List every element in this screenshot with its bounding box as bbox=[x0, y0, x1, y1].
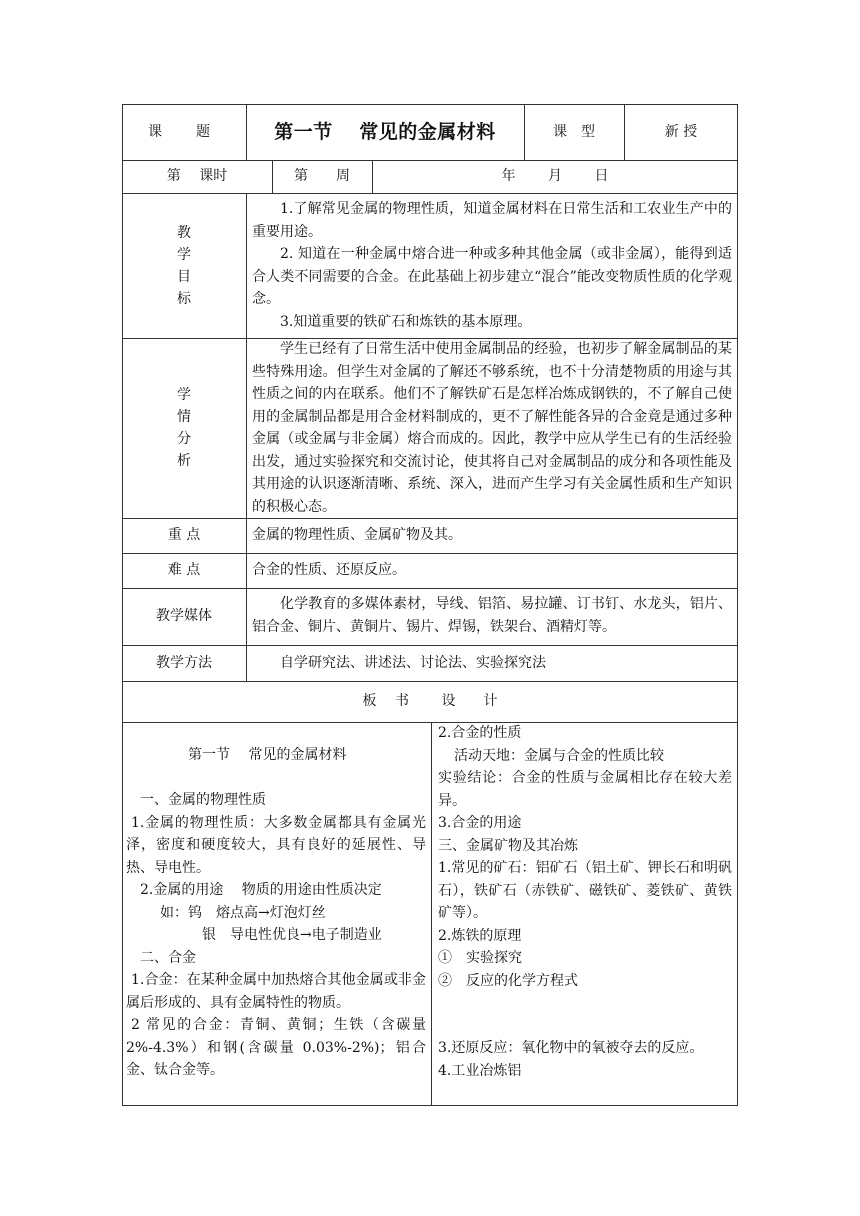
goals-label bbox=[122, 193, 246, 338]
method-text: 自学研究法、讲述法、讨论法、实验探究法 bbox=[280, 654, 546, 671]
goal-item: 2. 知道在一种金属中熔合进一种或多种其他金属（或非金属），能得到适合人类不同需要的合金。在此基础上初步建立“混合”能改变物质性质的化学观念。 bbox=[252, 246, 732, 307]
analysis-text: 学生已经有了日常生活中使用金属制品的经验，也初步了解金属制品的某些特殊用途。但学生对金属的了解还不够系统，也不十分清楚物质的用途与其性质之间的内在联系。他们不了解铁矿石是怎样冶炼成钢铁的，不了解自己使用的金属制品都是用合金材料制成的，更不了解性能各异的合金竟是通过多种金属（或金属与非金属）熔合而成的。因此，教学中应从学生已有的生活经验出发，通过实验探究和交流讨论，使其将自己对金属制品的成分和各项性能及其用途的认识逐渐清晰、系统、深入，进而产生学习有关金属性质和生产知识的积极心态。 bbox=[252, 341, 732, 515]
board-item: 1.合金：在某种金属中加热熔合其他金属或非金属后形成的、具有金属特性的物质。 bbox=[126, 972, 426, 1011]
board-item: 2.金属的用途 物质的用途由性质决定 bbox=[140, 882, 382, 898]
board-item: 3.还原反应：氧化物中的氧被夺去的反应。 bbox=[438, 1040, 704, 1056]
board-item: 2.炼铁的原理 bbox=[438, 927, 522, 944]
board-section: 三、金属矿物及其冶炼 bbox=[438, 837, 578, 854]
board-item: ① 实验探究 bbox=[438, 950, 522, 966]
board-item: ② 反应的化学方程式 bbox=[438, 972, 578, 989]
analysis-label-char: 学 bbox=[177, 387, 191, 403]
lesson-title: 第一节 常见的金属材料 bbox=[274, 120, 496, 143]
difficulty-text: 合金的性质、还原反应。 bbox=[252, 562, 406, 579]
board-heading: 第一节 常见的金属材料 bbox=[188, 747, 347, 763]
board-item: 3.合金的用途 bbox=[438, 815, 522, 831]
difficulty-label: 难 点 bbox=[167, 562, 201, 579]
board-item: 1.金属的物理性质：大多数金属都具有金属光泽，密度和硬度较大，具有良好的延展性、导热、导电性。 bbox=[126, 814, 426, 876]
board-right-column bbox=[438, 722, 732, 1082]
goals-label-char: 标 bbox=[177, 290, 191, 307]
analysis-label-char: 析 bbox=[177, 453, 191, 469]
col-divider bbox=[431, 722, 432, 1106]
lesson-type-label: 课 型 bbox=[553, 123, 595, 140]
board-item: 实验结论：合金的性质与金属相比存在较大差异。 bbox=[438, 770, 732, 809]
board-item: 2.合金的性质 bbox=[438, 725, 522, 741]
analysis-label bbox=[122, 338, 246, 518]
method-label: 教学方法 bbox=[156, 654, 212, 671]
board-left-column bbox=[126, 744, 426, 1082]
media-text: 化学教育的多媒体素材，导线、铝箔、易拉罐、订书钉、水龙头，铝片、铝合金、铜片、黄铜片、锡片、焊锡，铁架台、酒精灯等。 bbox=[252, 596, 732, 635]
goal-item: 3.知道重要的铁矿石和炼铁的基本原理。 bbox=[280, 313, 532, 330]
board-item: 1.常见的矿石：铝矿石（铝土矿、钾长石和明矾石），铁矿石（赤铁矿、磁铁矿、菱铁矿、黄铁矿等）。 bbox=[438, 860, 732, 921]
board-section: 二、合金 bbox=[140, 949, 196, 966]
goals-content bbox=[252, 198, 732, 333]
goal-item: 1.了解常见金属的物理性质，知道金属材料在日常生活和工农业生产中的重要用途。 bbox=[252, 201, 732, 240]
board-item: 4.工业冶炼铝 bbox=[438, 1062, 522, 1079]
goals-label-char: 学 bbox=[177, 246, 191, 263]
blank-line bbox=[140, 767, 426, 790]
board-design-title: 板 书 设 计 bbox=[362, 693, 498, 710]
media-label: 教学媒体 bbox=[156, 608, 212, 625]
board-item: 活动天地：金属与合金的性质比较 bbox=[454, 747, 664, 764]
goals-label-char: 教 bbox=[177, 224, 191, 241]
analysis-label-char: 分 bbox=[177, 431, 191, 447]
board-item: 2 常见的合金：青铜、黄铜；生铁（含碳量2%-4.3%）和钢(含碳量 0.03%-2%)；铝合金、钛合金等。 bbox=[126, 1017, 426, 1078]
date-cell: 年 月 日 bbox=[501, 168, 609, 185]
blank-space bbox=[438, 992, 732, 1037]
media-content bbox=[252, 593, 732, 638]
lesson-label: 课 题 bbox=[148, 123, 220, 140]
key-point-label: 重 点 bbox=[167, 527, 201, 544]
analysis-content bbox=[252, 338, 732, 518]
period-cell: 第 课时 bbox=[166, 168, 228, 185]
week-cell: 第 周 bbox=[294, 168, 350, 185]
board-example: 如：钨 熔点高→灯泡灯丝 bbox=[160, 904, 326, 921]
goals-label-char: 目 bbox=[177, 268, 191, 285]
key-point-text: 金属的物理性质、金属矿物及其。 bbox=[252, 527, 462, 544]
board-example: 银 导电性优良→电子制造业 bbox=[202, 927, 382, 943]
lesson-type-value: 新 授 bbox=[664, 123, 698, 140]
col-divider bbox=[246, 193, 247, 681]
analysis-label-char: 情 bbox=[177, 409, 191, 425]
board-section: 一、金属的物理性质 bbox=[140, 792, 266, 808]
